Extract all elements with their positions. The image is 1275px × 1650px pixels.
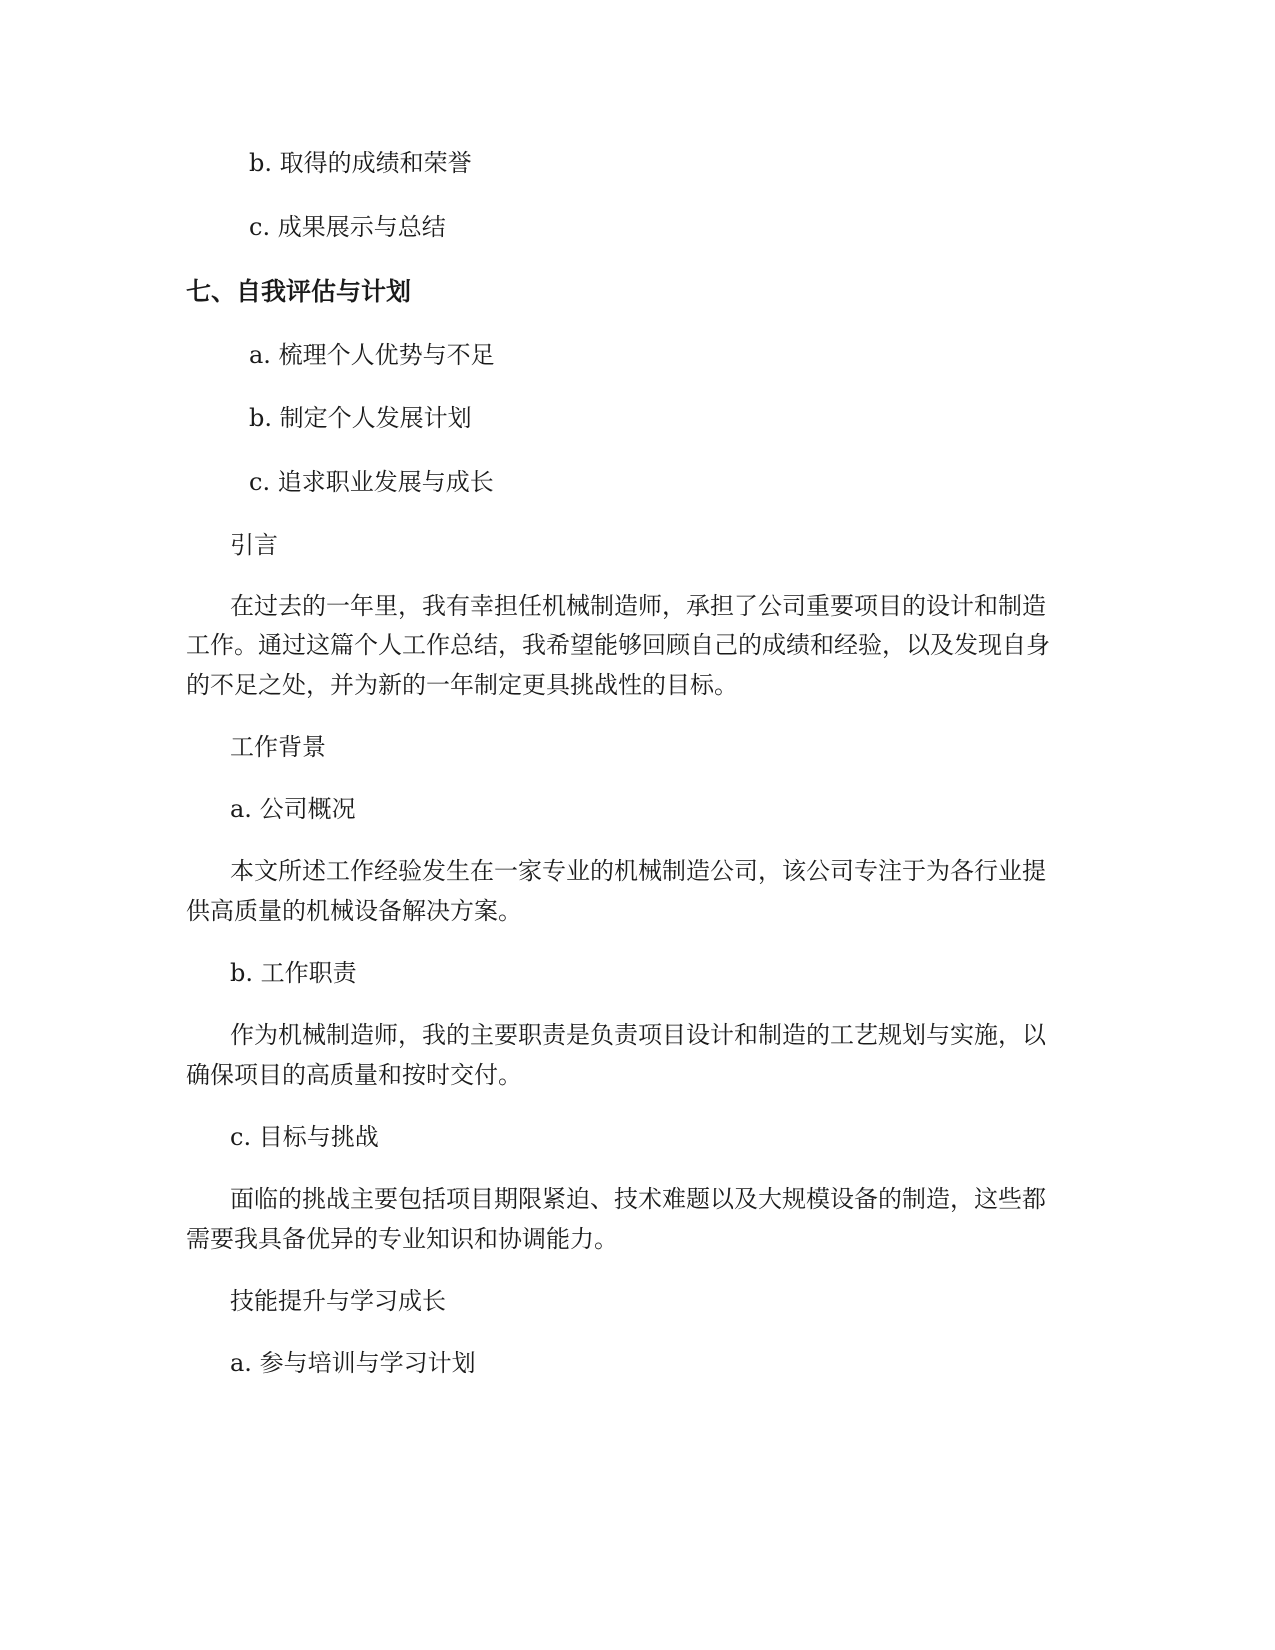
company-overview-line-2: 供高质量的机械设备解决方案。: [186, 897, 522, 925]
list-item-achievements: b. 取得的成绩和荣誉: [249, 149, 472, 177]
intro-paragraph-line-1: 在过去的一年里，我有幸担任机械制造师，承担了公司重要项目的设计和制造: [230, 592, 1046, 620]
intro-title: 引言: [230, 531, 278, 559]
skills-title: 技能提升与学习成长: [230, 1287, 446, 1315]
duties-line-2: 确保项目的高质量和按时交付。: [186, 1061, 522, 1089]
intro-paragraph-line-2: 工作。通过这篇个人工作总结，我希望能够回顾自己的成绩和经验，以及发现自身: [186, 631, 1050, 659]
company-overview-label: a. 公司概况: [230, 795, 356, 823]
list-item-career-growth: c. 追求职业发展与成长: [249, 468, 494, 496]
background-title: 工作背景: [230, 733, 326, 761]
duties-line-1: 作为机械制造师，我的主要职责是负责项目设计和制造的工艺规划与实施，以: [230, 1021, 1046, 1049]
goals-challenges-label: c. 目标与挑战: [230, 1123, 379, 1151]
goals-challenges-line-1: 面临的挑战主要包括项目期限紧迫、技术难题以及大规模设备的制造，这些都: [230, 1185, 1046, 1213]
section-heading-self-assessment: 七、自我评估与计划: [186, 277, 412, 306]
list-item-strengths-weaknesses: a. 梳理个人优势与不足: [249, 341, 495, 369]
goals-challenges-line-2: 需要我具备优异的专业知识和协调能力。: [186, 1225, 618, 1253]
company-overview-line-1: 本文所述工作经验发生在一家专业的机械制造公司，该公司专注于为各行业提: [230, 857, 1046, 885]
list-item-development-plan: b. 制定个人发展计划: [249, 404, 472, 432]
intro-paragraph-line-3: 的不足之处，并为新的一年制定更具挑战性的目标。: [186, 671, 738, 699]
training-plan-label: a. 参与培训与学习计划: [230, 1349, 476, 1377]
duties-label: b. 工作职责: [230, 959, 357, 987]
list-item-results-summary: c. 成果展示与总结: [249, 213, 446, 241]
